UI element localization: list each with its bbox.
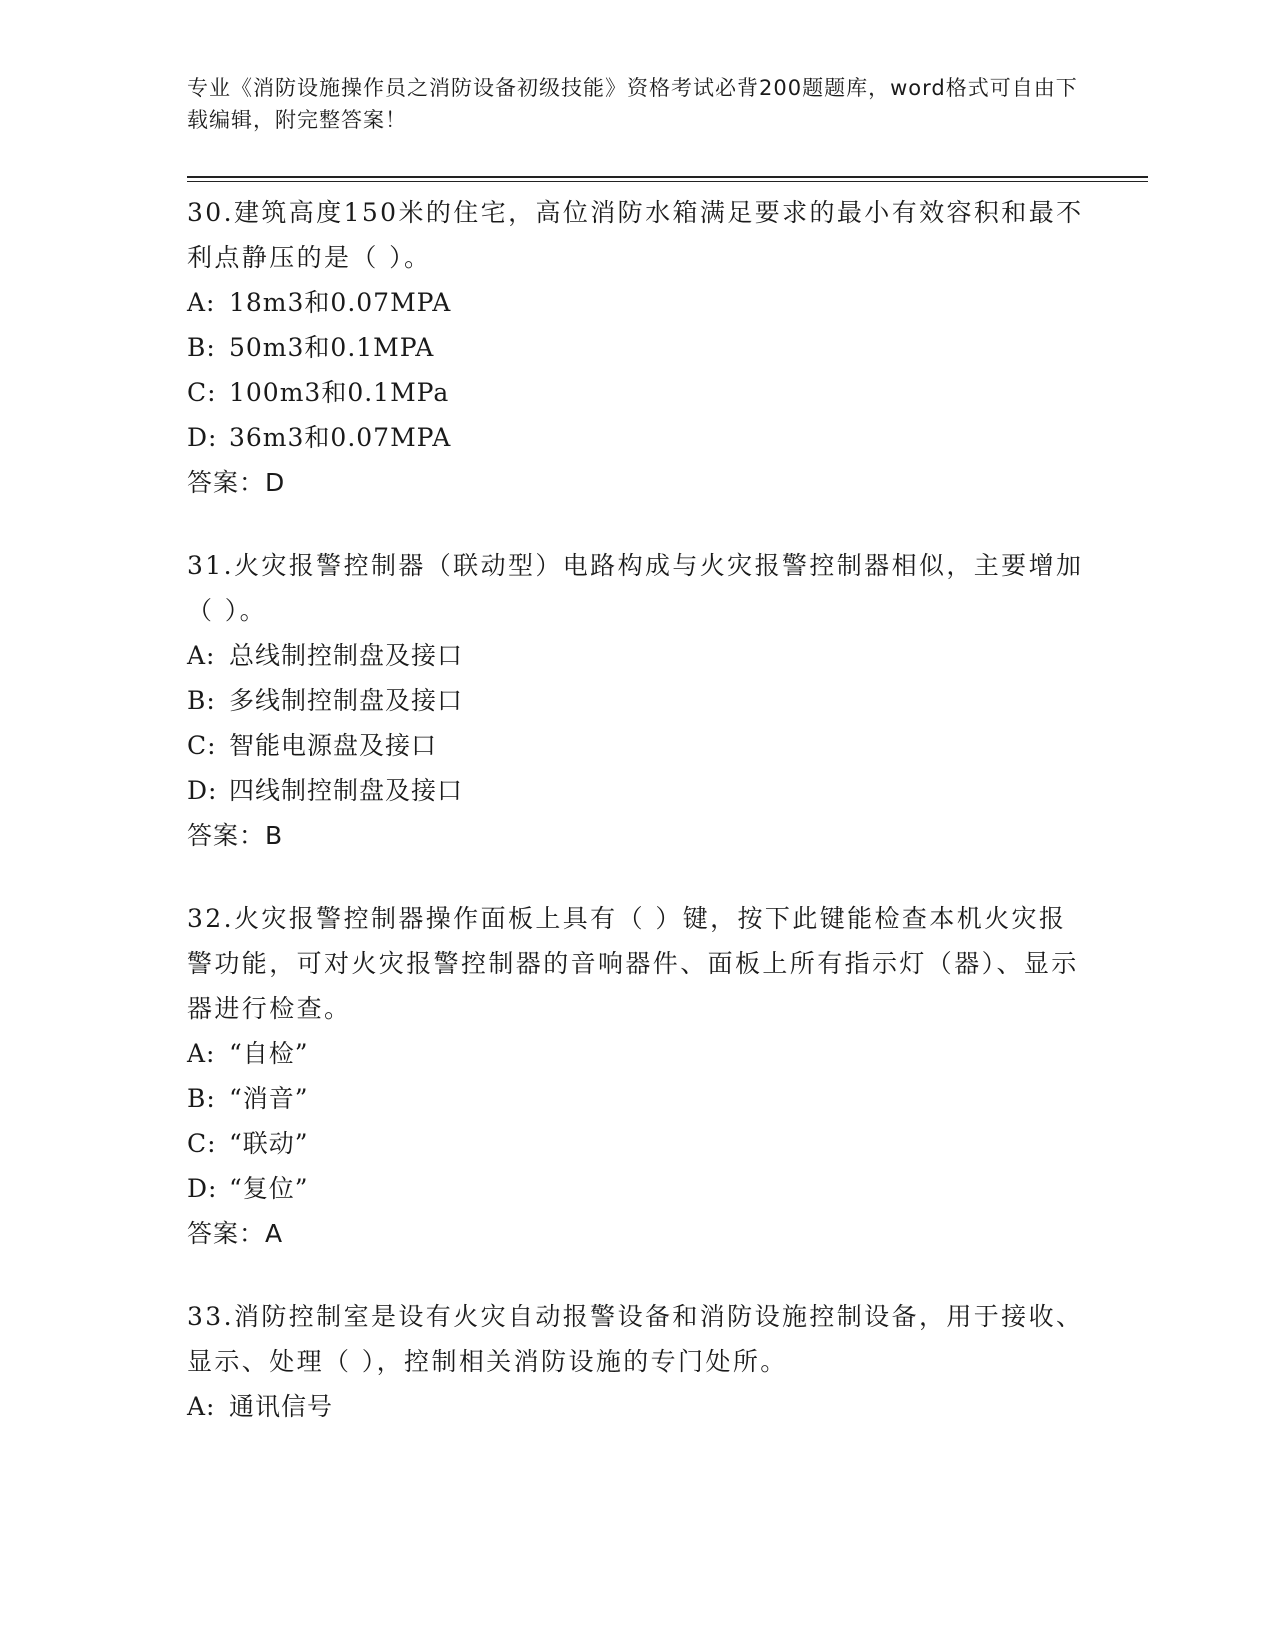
option-letter: A: [187, 1039, 216, 1068]
question-31 [187, 543, 1087, 858]
option-letter: A: [187, 288, 216, 317]
question-stem: 建筑高度150米的住宅，高位消防水箱满足要求的最小有效容积和最不利点静压的是（ ）。 [187, 198, 1084, 272]
option-text: 36m3和0.07MPA [229, 423, 452, 452]
option-d [187, 415, 1087, 460]
option-text: “消音” [229, 1084, 309, 1113]
option-c [187, 1121, 1087, 1166]
option-letter: C: [187, 378, 217, 407]
option-c [187, 723, 1087, 768]
option-text: “自检” [229, 1039, 309, 1068]
option-letter: C: [187, 731, 217, 760]
option-letter: C: [187, 1129, 217, 1158]
option-a [187, 280, 1087, 325]
question-text [187, 190, 1087, 280]
option-d [187, 1166, 1087, 1211]
answer-line: 答案：D [187, 468, 286, 497]
question-33 [187, 1294, 1087, 1429]
question-number: 33. [187, 1302, 234, 1331]
option-b [187, 1076, 1087, 1121]
option-text: 通讯信号 [229, 1392, 334, 1421]
answer-line: 答案：B [187, 821, 284, 850]
option-d [187, 768, 1087, 813]
option-a [187, 1031, 1087, 1076]
option-text: “复位” [229, 1174, 309, 1203]
option-text: 多线制控制盘及接口 [229, 686, 464, 715]
question-number: 30. [187, 198, 234, 227]
option-letter: B: [187, 333, 216, 362]
option-text: 四线制控制盘及接口 [229, 776, 464, 805]
answer-line: 答案：A [187, 1219, 284, 1248]
option-letter: B: [187, 686, 216, 715]
option-text: 总线制控制盘及接口 [229, 641, 464, 670]
option-text: 50m3和0.1MPA [229, 333, 435, 362]
option-letter: D: [187, 776, 218, 805]
question-number: 32. [187, 904, 234, 933]
question-text [187, 896, 1087, 1031]
question-stem: 火灾报警控制器（联动型）电路构成与火灾报警控制器相似，主要增加（ ）。 [187, 551, 1084, 625]
option-a [187, 1384, 1087, 1429]
option-text: 智能电源盘及接口 [229, 731, 438, 760]
option-text: 100m3和0.1MPa [229, 378, 450, 407]
option-b [187, 678, 1087, 723]
header-rule-thin [187, 181, 1148, 182]
option-text: 18m3和0.07MPA [229, 288, 452, 317]
option-b [187, 325, 1087, 370]
option-text: “联动” [229, 1129, 309, 1158]
question-text [187, 543, 1087, 633]
question-text [187, 1294, 1087, 1384]
option-letter: A: [187, 1392, 216, 1421]
question-list [187, 190, 1087, 1467]
question-stem: 消防控制室是设有火灾自动报警设备和消防设施控制设备，用于接收、显示、处理（ ），控制相关消防设施的专门处所。 [187, 1302, 1084, 1376]
question-32 [187, 896, 1087, 1256]
option-letter: D: [187, 1174, 218, 1203]
option-c [187, 370, 1087, 415]
option-letter: A: [187, 641, 216, 670]
page-header: 专业《消防设施操作员之消防设备初级技能》资格考试必背200题题库，word格式可自由下载编辑，附完整答案！ [187, 76, 1078, 132]
question-30 [187, 190, 1087, 505]
option-a [187, 633, 1087, 678]
header-rule-thick [187, 176, 1148, 178]
option-letter: B: [187, 1084, 216, 1113]
question-stem: 火灾报警控制器操作面板上具有（ ）键，按下此键能检查本机火灾报警功能，可对火灾报警控制器的音响器件、面板上所有指示灯（器）、显示器进行检查。 [187, 904, 1079, 1023]
option-letter: D: [187, 423, 218, 452]
question-number: 31. [187, 551, 234, 580]
